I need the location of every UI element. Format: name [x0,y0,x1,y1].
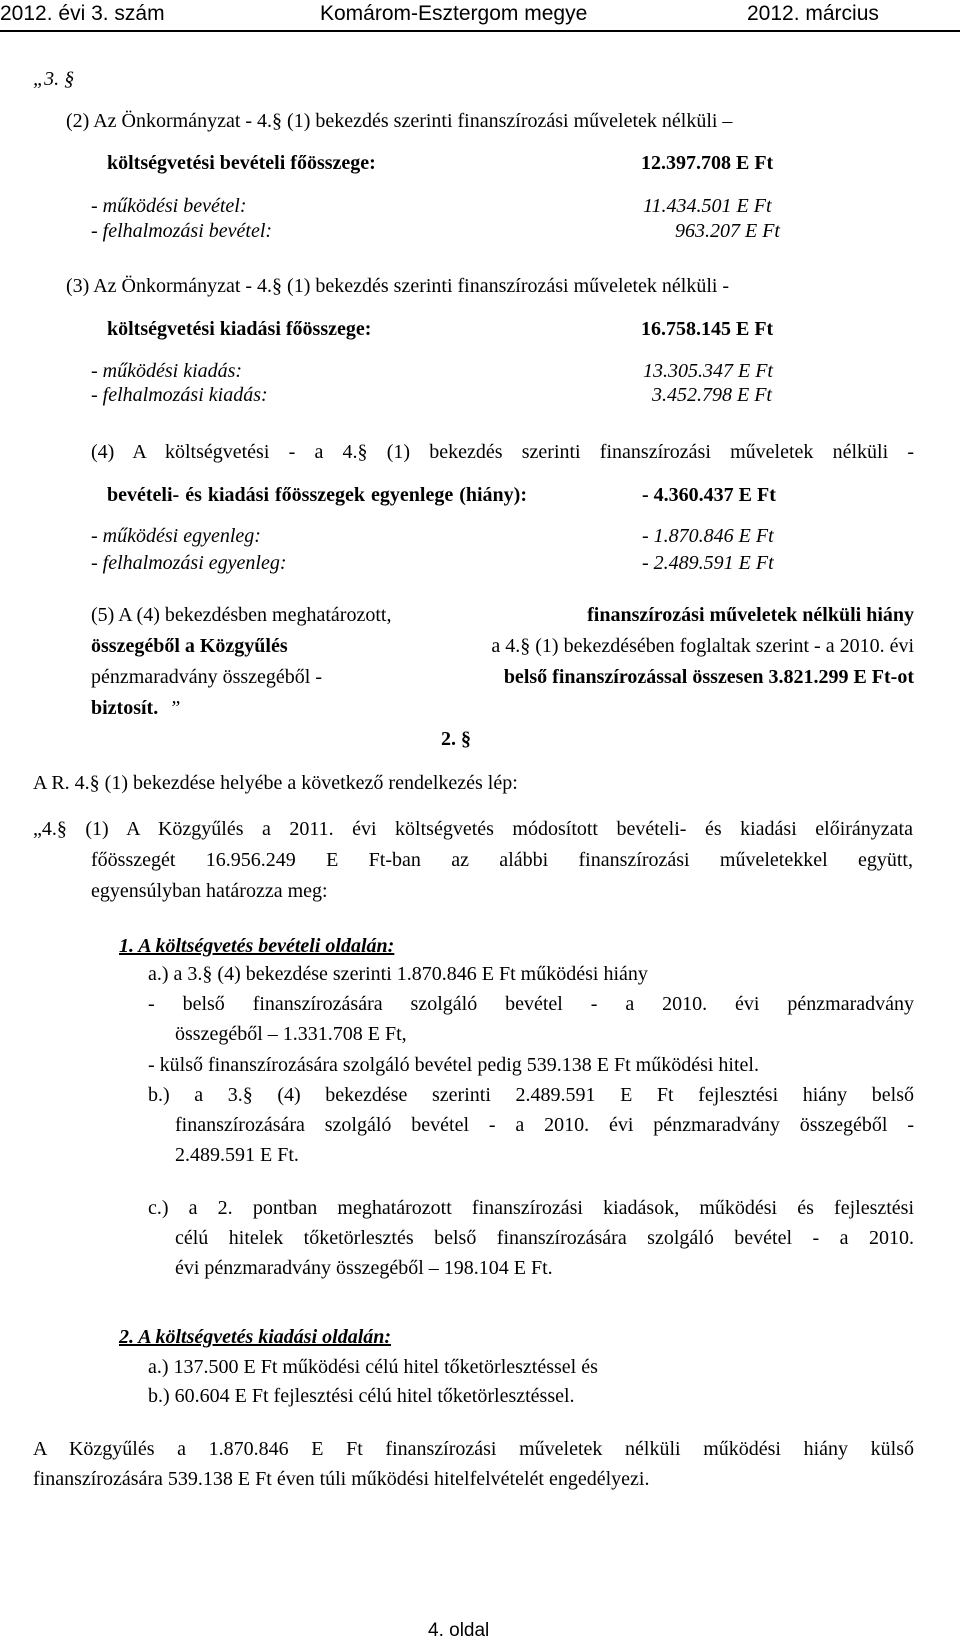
p3-item-label: - működési kiadás: [91,360,243,382]
header-date: 2012. március [747,2,879,25]
p2-text: (2) Az Önkormányzat - 4.§ (1) bekezdés szerinti finanszírozási műveletek nélküli – [66,110,733,132]
revenue-heading: 1. A költségvetés bevételi oldalán: [119,935,395,957]
revenue-item-b-cont: 2.489.591 E Ft. [175,1144,299,1166]
revenue-item-b-cont: finanszírozására szolgáló bevétel - a 2010. évi pénzmaradvány összegéből - [175,1114,914,1136]
revenue-item-c-cont: célú hitelek tőketörlesztés belső finanszírozására szolgáló bevétel - a 2010. [175,1227,914,1249]
page-number: 4. oldal [428,1620,490,1641]
p3-item-label: - felhalmozási kiadás: [91,384,268,406]
expenditure-item-a: a.) 137.500 E Ft működési célú hitel tőketörlesztéssel és [148,1356,598,1378]
section-2-heading: 2. § [441,728,471,750]
p5-line-4 [91,697,180,720]
p2-item-value: 11.434.501 E Ft [643,195,772,217]
p5-text: a 4.§ (1) bekezdésében foglaltak szerint - a 2010. évi [491,635,914,657]
p5-text: (5) A (4) bekezdésben meghatározott, [91,604,392,626]
section-2-intro: A R. 4.§ (1) bekezdése helyébe a következő rendelkezés lép: [33,772,518,794]
p2-item-label: - felhalmozási bevétel: [91,220,273,242]
p5-line-2 [91,635,914,658]
p3-item-value: 13.305.347 E Ft [643,360,773,382]
p5-line-1 [91,604,914,627]
p4-item-label: - működési egyenleg: [91,525,261,547]
p4-item-value: - 1.870.846 E Ft [642,525,774,547]
header-county: Komárom-Esztergom megye [320,2,588,25]
p2-total-label: költségvetési bevételi főösszege: [107,152,376,174]
revenue-item-a-sub-1-cont: összegéből – 1.331.708 E Ft, [175,1023,407,1045]
p5-emphasis: összegéből a Közgyűlés [91,635,288,657]
p4-item-value: - 2.489.591 E Ft [642,552,774,574]
p4-total-label: bevételi- és kiadási főösszegek egyenlege (hiány): [107,484,527,506]
closing-line-1: A Közgyűlés a 1.870.846 E Ft finanszírozási műveletek nélküli működési hiány külső [33,1438,914,1460]
revenue-item-a-sub-1: - belső finanszírozására szolgáló bevétel - a 2010. évi pénzmaradvány [148,993,914,1015]
p2-item-label: - működési bevétel: [91,195,247,217]
header-issue: 2012. évi 3. szám [0,2,165,25]
p5-line-3 [91,666,914,689]
p2-item-value: 963.207 E Ft [675,220,780,242]
closing-line-2: finanszírozására 539.138 E Ft éven túli működési hitelfelvételét engedélyezi. [33,1468,650,1490]
p3-text: (3) Az Önkormányzat - 4.§ (1) bekezdés szerinti finanszírozási műveletek nélküli - [66,275,730,297]
p5-text: pénzmaradvány összegéből - [91,666,323,688]
p5-emphasis: belső finanszírozással összesen 3.821.299 E Ft-ot [503,666,914,688]
p5-emphasis: finanszírozási műveletek nélküli hiány [587,604,914,626]
revenue-item-c: c.) a 2. pontban meghatározott finanszírozási kiadások, működési és fejlesztési [148,1197,914,1219]
para-4-1-line-1: „4.§ (1) A Közgyűlés a 2011. évi költségvetés módosított bevételi- és kiadási előirányzata [33,818,913,840]
expenditure-item-b: b.) 60.604 E Ft fejlesztési célú hitel tőketörlesztéssel. [148,1385,575,1407]
p4-text: (4) A költségvetési - a 4.§ (1) bekezdés szerinti finanszírozási műveletek nélküli - [91,441,914,463]
p4-total-value: - 4.360.437 E Ft [642,484,776,506]
p2-total-value: 12.397.708 E Ft [641,152,774,174]
revenue-item-a-sub-2: - külső finanszírozására szolgáló bevétel pedig 539.138 E Ft működési hitel. [148,1054,759,1076]
closing-quote: ” [169,697,181,719]
expenditure-heading: 2. A költségvetés kiadási oldalán: [119,1326,392,1348]
revenue-item-a: a.) a 3.§ (4) bekezdése szerinti 1.870.846 E Ft működési hiány [148,963,648,985]
revenue-item-b: b.) a 3.§ (4) bekezdése szerinti 2.489.591 E Ft fejlesztési hiány belső [148,1084,914,1106]
p3-total-label: költségvetési kiadási főösszege: [107,318,372,340]
section-3-heading: „3. § [33,68,75,90]
p3-total-value: 16.758.145 E Ft [641,318,774,340]
revenue-item-c-cont: évi pénzmaradvány összegéből – 198.104 E Ft. [175,1257,553,1279]
header-divider [0,30,960,32]
para-4-1-line-2: főösszegét 16.956.249 E Ft-ban az alábbi finanszírozási műveletekkel együtt, [91,849,913,871]
para-4-1-line-3: egyensúlyban határozza meg: [91,880,328,902]
p4-item-label: - felhalmozási egyenleg: [91,552,287,574]
p5-emphasis: biztosít. [91,697,159,719]
p3-item-value: 3.452.798 E Ft [652,384,772,406]
